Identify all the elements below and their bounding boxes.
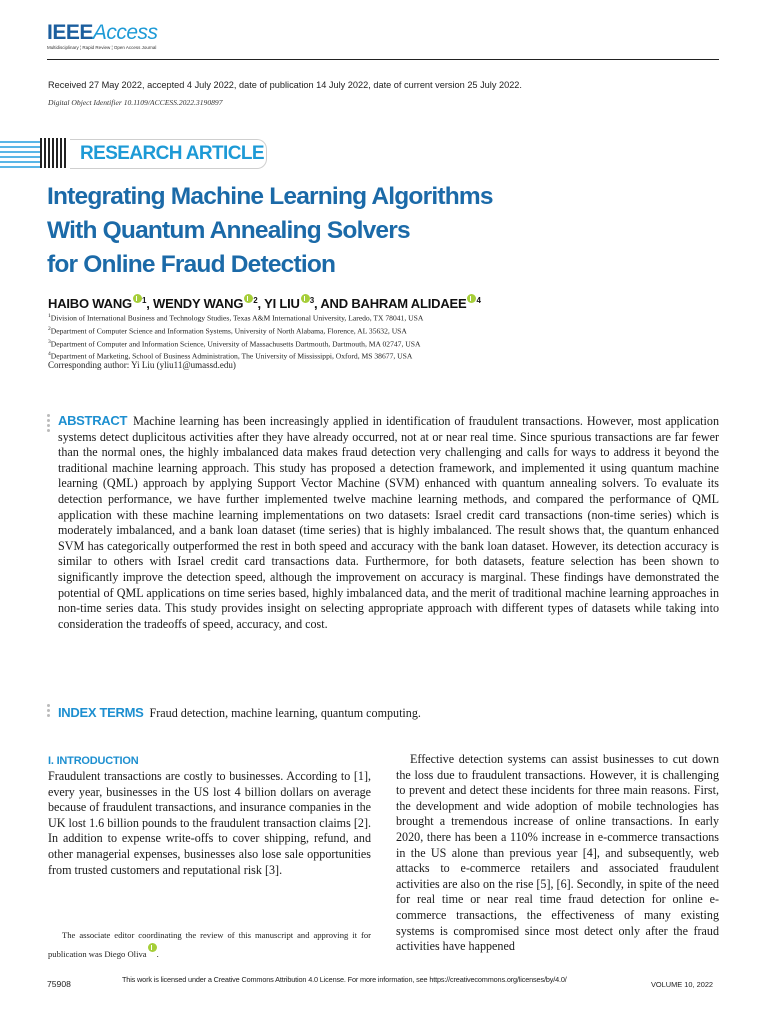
abstract (58, 413, 719, 632)
author-affil-num: 1 (141, 296, 147, 305)
affiliation-num: 3 (48, 338, 51, 345)
title-line: With Quantum Annealing Solvers (47, 217, 410, 244)
author-separator: , (257, 296, 265, 311)
index-terms-label: INDEX TERMS (58, 705, 144, 720)
affiliation (48, 324, 423, 337)
intro-paragraph-2: Effective detection systems can assist businesses to cut down the loss due to fraudulent transactions. However, it is challenging to prevent and detect these incidents for three main reasons. First, the development and wide adoption of mobile technologies has brought a tremendous increase of online transactions. In early 2020, there has been a 110% increase in e-commerce transactions in the US alone than previous year [4], and subsequently, web attacks to e-commerce retailers and associated fraudulent activities are also on the rise [5], [6]. Secondly, in spite of the need for real time or near real time fraud detection for online e-commerce transactions, the effectiveness of many existing systems is compromised since most detect only after the fraud activities have happened (396, 752, 719, 954)
title-line: Integrating Machine Learning Algorithms (47, 183, 493, 210)
index-terms (58, 705, 421, 721)
affiliation (48, 337, 423, 350)
footnote-text: The associate editor coordinating the review of this manuscript and approving it for publication was Diego Oliva (48, 930, 371, 959)
affiliation (48, 311, 423, 324)
author-name: BAHRAM ALIDAEE (351, 296, 467, 311)
publication-dates: Received 27 May 2022, accepted 4 July 2022, date of publication 14 July 2022, date of current version 25 July 2022. (48, 80, 522, 90)
author-affil-num: 2 (253, 296, 258, 305)
volume-info: VOLUME 10, 2022 (651, 980, 714, 989)
affiliations (48, 311, 423, 362)
orcid-icon[interactable] (148, 943, 157, 952)
section-heading-introduction: I. INTRODUCTION (48, 755, 139, 767)
corresponding-author: Corresponding author: Yi Liu (yliu11@umassd.edu) (48, 360, 236, 370)
affiliation-num: 4 (48, 351, 51, 358)
author-name: WENDY WANG (153, 296, 244, 311)
footnote-end: . (156, 949, 159, 959)
author-separator: , AND (313, 296, 352, 311)
author-affil-num: 3 (309, 296, 314, 305)
affiliation-text: Department of Marketing, School of Business Administration, The University of Mississippi, Oxford, MS 38677, USA (50, 352, 413, 362)
author-name: YI LIU (264, 296, 300, 311)
affiliation-text: Division of International Business and Technology Studies, Texas A&M International University, Laredo, TX 78041, USA (50, 313, 424, 323)
left-column (48, 755, 371, 878)
journal-logo (47, 22, 158, 50)
editor-footnote (48, 928, 371, 962)
header-rule (47, 59, 719, 60)
article-type-banner (0, 135, 270, 169)
author-separator: , (146, 296, 154, 311)
author-list (48, 294, 481, 311)
banner-bars-decoration (40, 138, 68, 168)
affiliation-num: 2 (48, 325, 51, 332)
article-type-label: RESEARCH ARTICLE (80, 143, 264, 164)
affiliation-text: Department of Computer Science and Information Systems, University of North Alabama, Florence, AL 35632, USA (50, 326, 407, 336)
journal-tagline: Multidisciplinary ¦ Rapid Review ¦ Open Access Journal (47, 45, 157, 50)
article-title (47, 180, 607, 282)
author-name: HAIBO WANG (48, 296, 132, 311)
affiliation-num: 1 (48, 313, 51, 319)
right-column (396, 752, 719, 955)
author-affil-num: 4 (476, 296, 481, 305)
license-notice[interactable]: This work is licensed under a Creative Commons Attribution 4.0 License. For more information, see https://creativecommons.org/licenses/by/4.0/ (122, 975, 567, 984)
logo-access: Access (92, 21, 158, 44)
abstract-dots-decoration (47, 414, 51, 434)
abstract-text: Machine learning has been increasingly applied in identification of fraudulent transactions. However, most application systems detect duplicitous activities after they have already occurred, not at or near real time. Since spurious transactions are far fewer than the normal ones, the highly imbalanced data makes fraud detection very challenging and calls for ways to address it beyond the traditional machine learning approach. This study has proposed a detection framework, and implemented it using quantum machine learning (QML) approach by applying Support Vector Machine (SVM) enhanced with quantum annealing solvers. To evaluate its detection performance, we have further implemented twelve machine learning methods, and compared the performance of QML application with these machine learning implementations on two datasets: Israel credit card transactions (non-time series) which is moderately imbalanced, and a bank loan dataset (time series) that is highly imbalanced. The result shows that, the quantum enhanced SVM has categorically outperformed the rest in both speed and accuracy with the bank loan dataset. However, its detection accuracy is similar to others with Israel credit card transactions data. Furthermore, for both datasets, feature selection has been shown to significantly improve the detection speed, although the improvement on accuracy is marginal. These findings have demonstrated the potential of QML applications on time series based, highly imbalanced data, and the merit of traditional machine learning approaches in non-time series data. This study provides insight on selecting appropriate approach with different types of datasets while taking into consideration the tradeoffs of speed, accuracy, and cost. (58, 414, 719, 631)
page-number: 75908 (47, 979, 71, 989)
index-terms-dots-decoration (47, 704, 51, 719)
affiliation-text: Department of Computer and Information Science, University of Massachusetts Dartmouth, Dartmouth, MA 02747, USA (50, 339, 421, 349)
orcid-icon[interactable] (244, 294, 253, 303)
index-terms-text: Fraud detection, machine learning, quantum computing. (149, 706, 421, 720)
logo-ieee: IEEE (47, 21, 93, 44)
abstract-label: ABSTRACT (58, 413, 128, 428)
doi-line: Digital Object Identifier 10.1109/ACCESS.2022.3190897 (48, 98, 223, 107)
orcid-icon[interactable] (133, 294, 142, 303)
orcid-icon[interactable] (301, 294, 310, 303)
title-line: for Online Fraud Detection (47, 251, 336, 278)
intro-paragraph-1: Fraudulent transactions are costly to businesses. According to [1], every year, businesses in the US lost 4 billion dollars on average because of fraudulent transactions, and insurance companies in the UK lost 1.6 billion pounds to the fraudulent transaction claims [2]. In addition to expense write-offs to cover shipping, refund, and other managerial expenses, businesses also lose sale opportunities from trusted customers and reputational risk [3]. (48, 769, 371, 877)
